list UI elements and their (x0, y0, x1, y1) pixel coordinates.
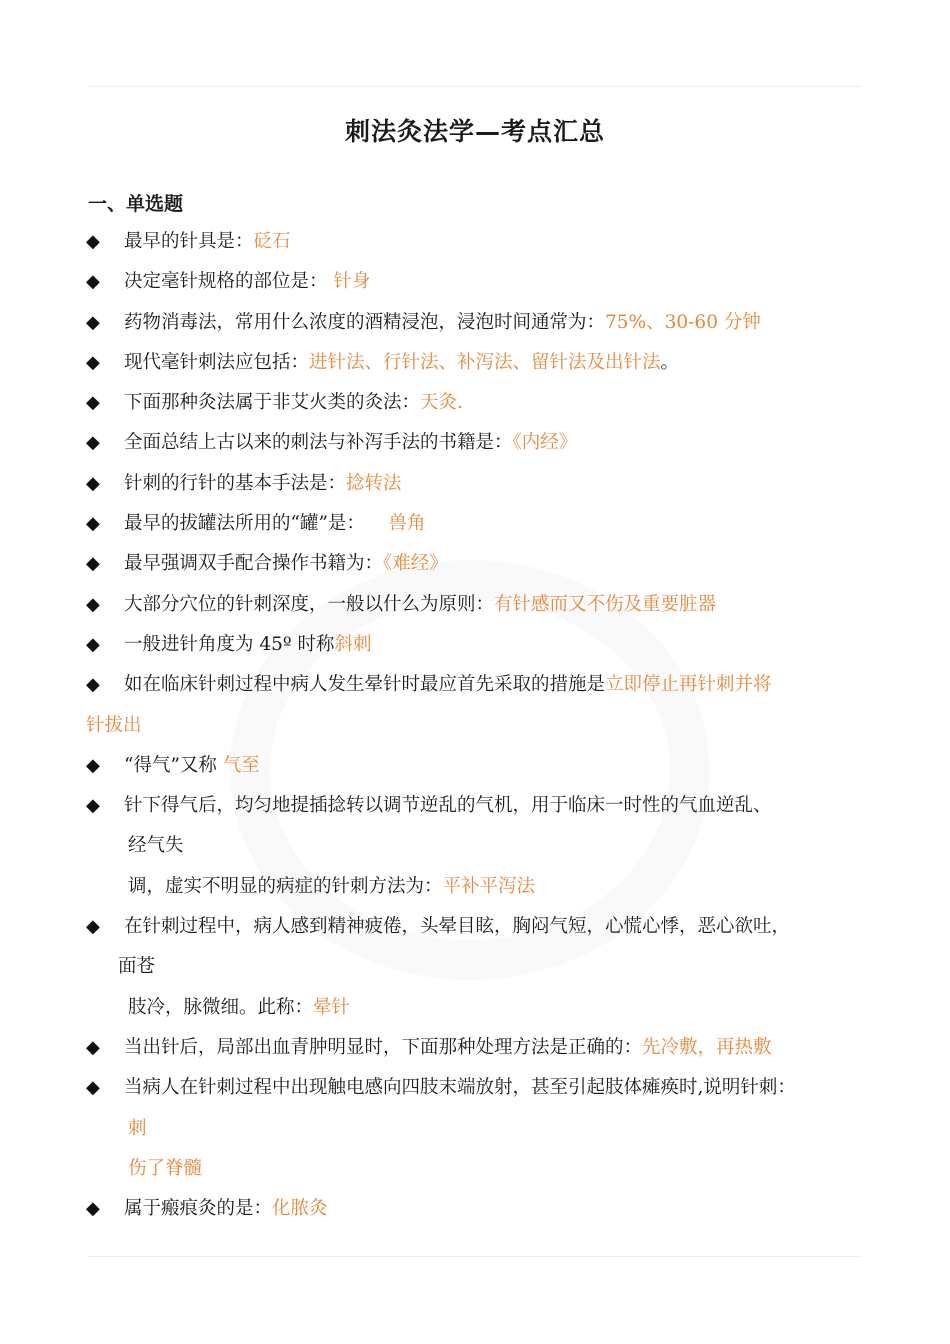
question-text: 最早的针具是： (124, 231, 254, 252)
list-item (0, 383, 950, 423)
answer-text: 晕针 (313, 996, 351, 1018)
diamond-bullet-icon: ◆ (86, 432, 100, 454)
question-text: 当出针后，局部出血青肿明显时，下面那种处理方法是正确的： (124, 1036, 643, 1058)
list-item (0, 746, 950, 786)
answer-text: 针身 (333, 271, 371, 293)
list-item (0, 343, 950, 383)
list-item (0, 1068, 950, 1189)
answer-text-continued: 针拔出 (86, 714, 142, 736)
question-text-line: 肢冷，脉微细。此称： (128, 996, 314, 1018)
diamond-bullet-icon: ◆ (86, 271, 100, 293)
answer-text: 刺 (128, 1117, 147, 1139)
list-item (0, 585, 950, 625)
diamond-bullet-icon: ◆ (86, 795, 100, 817)
diamond-bullet-icon: ◆ (86, 1198, 100, 1220)
list-item (0, 222, 950, 262)
question-text: 下面那种灸法属于非艾火类的灸法： (124, 392, 421, 414)
list-item (0, 625, 950, 665)
list-item (0, 1189, 950, 1229)
question-text-continued: 面苍 (118, 956, 156, 978)
answer-text: 进针法、行针法、补泻法、留针法及出针法 (309, 351, 661, 373)
question-text: 针下得气后，均匀地提插捻转以调节逆乱的气机，用于临床一时性的气血逆乱、 (124, 795, 772, 817)
question-text: 一般进针角度为 45º 时称 (124, 633, 335, 655)
question-text: 如在临床针刺过程中病人发生晕针时最应首先采取的措施是 (124, 674, 606, 696)
question-text: 全面总结上古以来的刺法与补泻手法的书籍是： (124, 432, 513, 454)
diamond-bullet-icon: ◆ (86, 311, 100, 333)
list-item (0, 464, 950, 504)
diamond-bullet-icon: ◆ (86, 513, 100, 535)
diamond-bullet-icon: ◆ (86, 916, 100, 938)
question-text: 现代毫针刺法应包括： (124, 351, 310, 373)
list-item (0, 303, 950, 343)
bottom-divider (88, 1256, 862, 1257)
answer-text: 天灸. (420, 392, 463, 414)
diamond-bullet-icon: ◆ (86, 392, 100, 414)
list-item (0, 1028, 950, 1068)
list-item (0, 262, 950, 302)
list-item (0, 423, 950, 463)
question-text: “得气”又称 (124, 754, 223, 776)
answer-text: 兽角 (388, 513, 426, 535)
question-text-continued (124, 988, 880, 1028)
answer-text: 立即停止再针刺并将 (605, 674, 772, 696)
diamond-bullet-icon: ◆ (86, 633, 100, 655)
answer-text: 《内经》 (512, 432, 578, 454)
diamond-bullet-icon: ◆ (86, 1036, 100, 1058)
question-text: 在针刺过程中，病人感到精神疲倦，头晕目眩，胸闷气短，心慌心悸，恶心欲吐， (124, 916, 791, 938)
question-text: 当病人在针刺过程中出现触电感向四肢末端放射，甚至引起肢体瘫痪时,说明针刺： (124, 1077, 796, 1099)
page-title: 刺法灸法学—考点汇总 (344, 117, 605, 146)
list-item (0, 786, 950, 907)
question-text: 最早强调双手配合操作书籍为： (124, 553, 384, 575)
diamond-bullet-icon: ◆ (86, 754, 100, 776)
question-text: 针刺的行针的基本手法是： (124, 472, 347, 494)
diamond-bullet-icon: ◆ (86, 231, 100, 252)
list-item (0, 665, 950, 746)
question-text-continued (124, 867, 880, 907)
diamond-bullet-icon: ◆ (86, 472, 100, 494)
section-heading: 一、单选题 (88, 193, 184, 215)
question-text: 属于瘢痕灸的是： (124, 1198, 273, 1220)
diamond-bullet-icon: ◆ (86, 593, 100, 615)
answer-text-continued: 伤了脊髓 (128, 1157, 203, 1179)
answer-text: 《难经》 (383, 553, 448, 575)
answer-text: 有针感而又不伤及重要脏器 (494, 593, 717, 615)
question-text-continued: 经气失 (128, 835, 184, 857)
diamond-bullet-icon: ◆ (86, 351, 100, 373)
list-item (0, 544, 950, 584)
answer-text: 捻转法 (346, 472, 402, 494)
answer-text: 平补平泻法 (442, 875, 536, 897)
answer-text: 气至 (222, 754, 260, 776)
question-text: 大部分穴位的针刺深度，一般以什么为原则： (124, 593, 495, 615)
answer-text: 75%、30-60 分钟 (605, 311, 761, 333)
list-item (0, 907, 950, 1028)
question-text-line: 调，虚实不明显的病症的针刺方法为： (128, 875, 443, 897)
answer-text: 砭石 (253, 231, 291, 252)
question-tail: 。 (660, 351, 680, 373)
answer-text: 斜刺 (334, 633, 372, 655)
answer-text: 先冷敷，再热敷 (642, 1036, 772, 1058)
question-text: 决定毫针规格的部位是： (124, 271, 334, 293)
diamond-bullet-icon: ◆ (86, 1077, 100, 1099)
list-item (0, 504, 950, 544)
question-list (0, 222, 950, 1229)
question-text: 最早的拔罐法所用的“罐”是： (124, 513, 371, 535)
answer-text: 化脓灸 (272, 1198, 328, 1220)
diamond-bullet-icon: ◆ (86, 553, 100, 575)
diamond-bullet-icon: ◆ (86, 674, 100, 696)
question-text: 药物消毒法，常用什么浓度的酒精浸泡，浸泡时间通常为： (124, 311, 606, 333)
top-divider (88, 86, 862, 87)
